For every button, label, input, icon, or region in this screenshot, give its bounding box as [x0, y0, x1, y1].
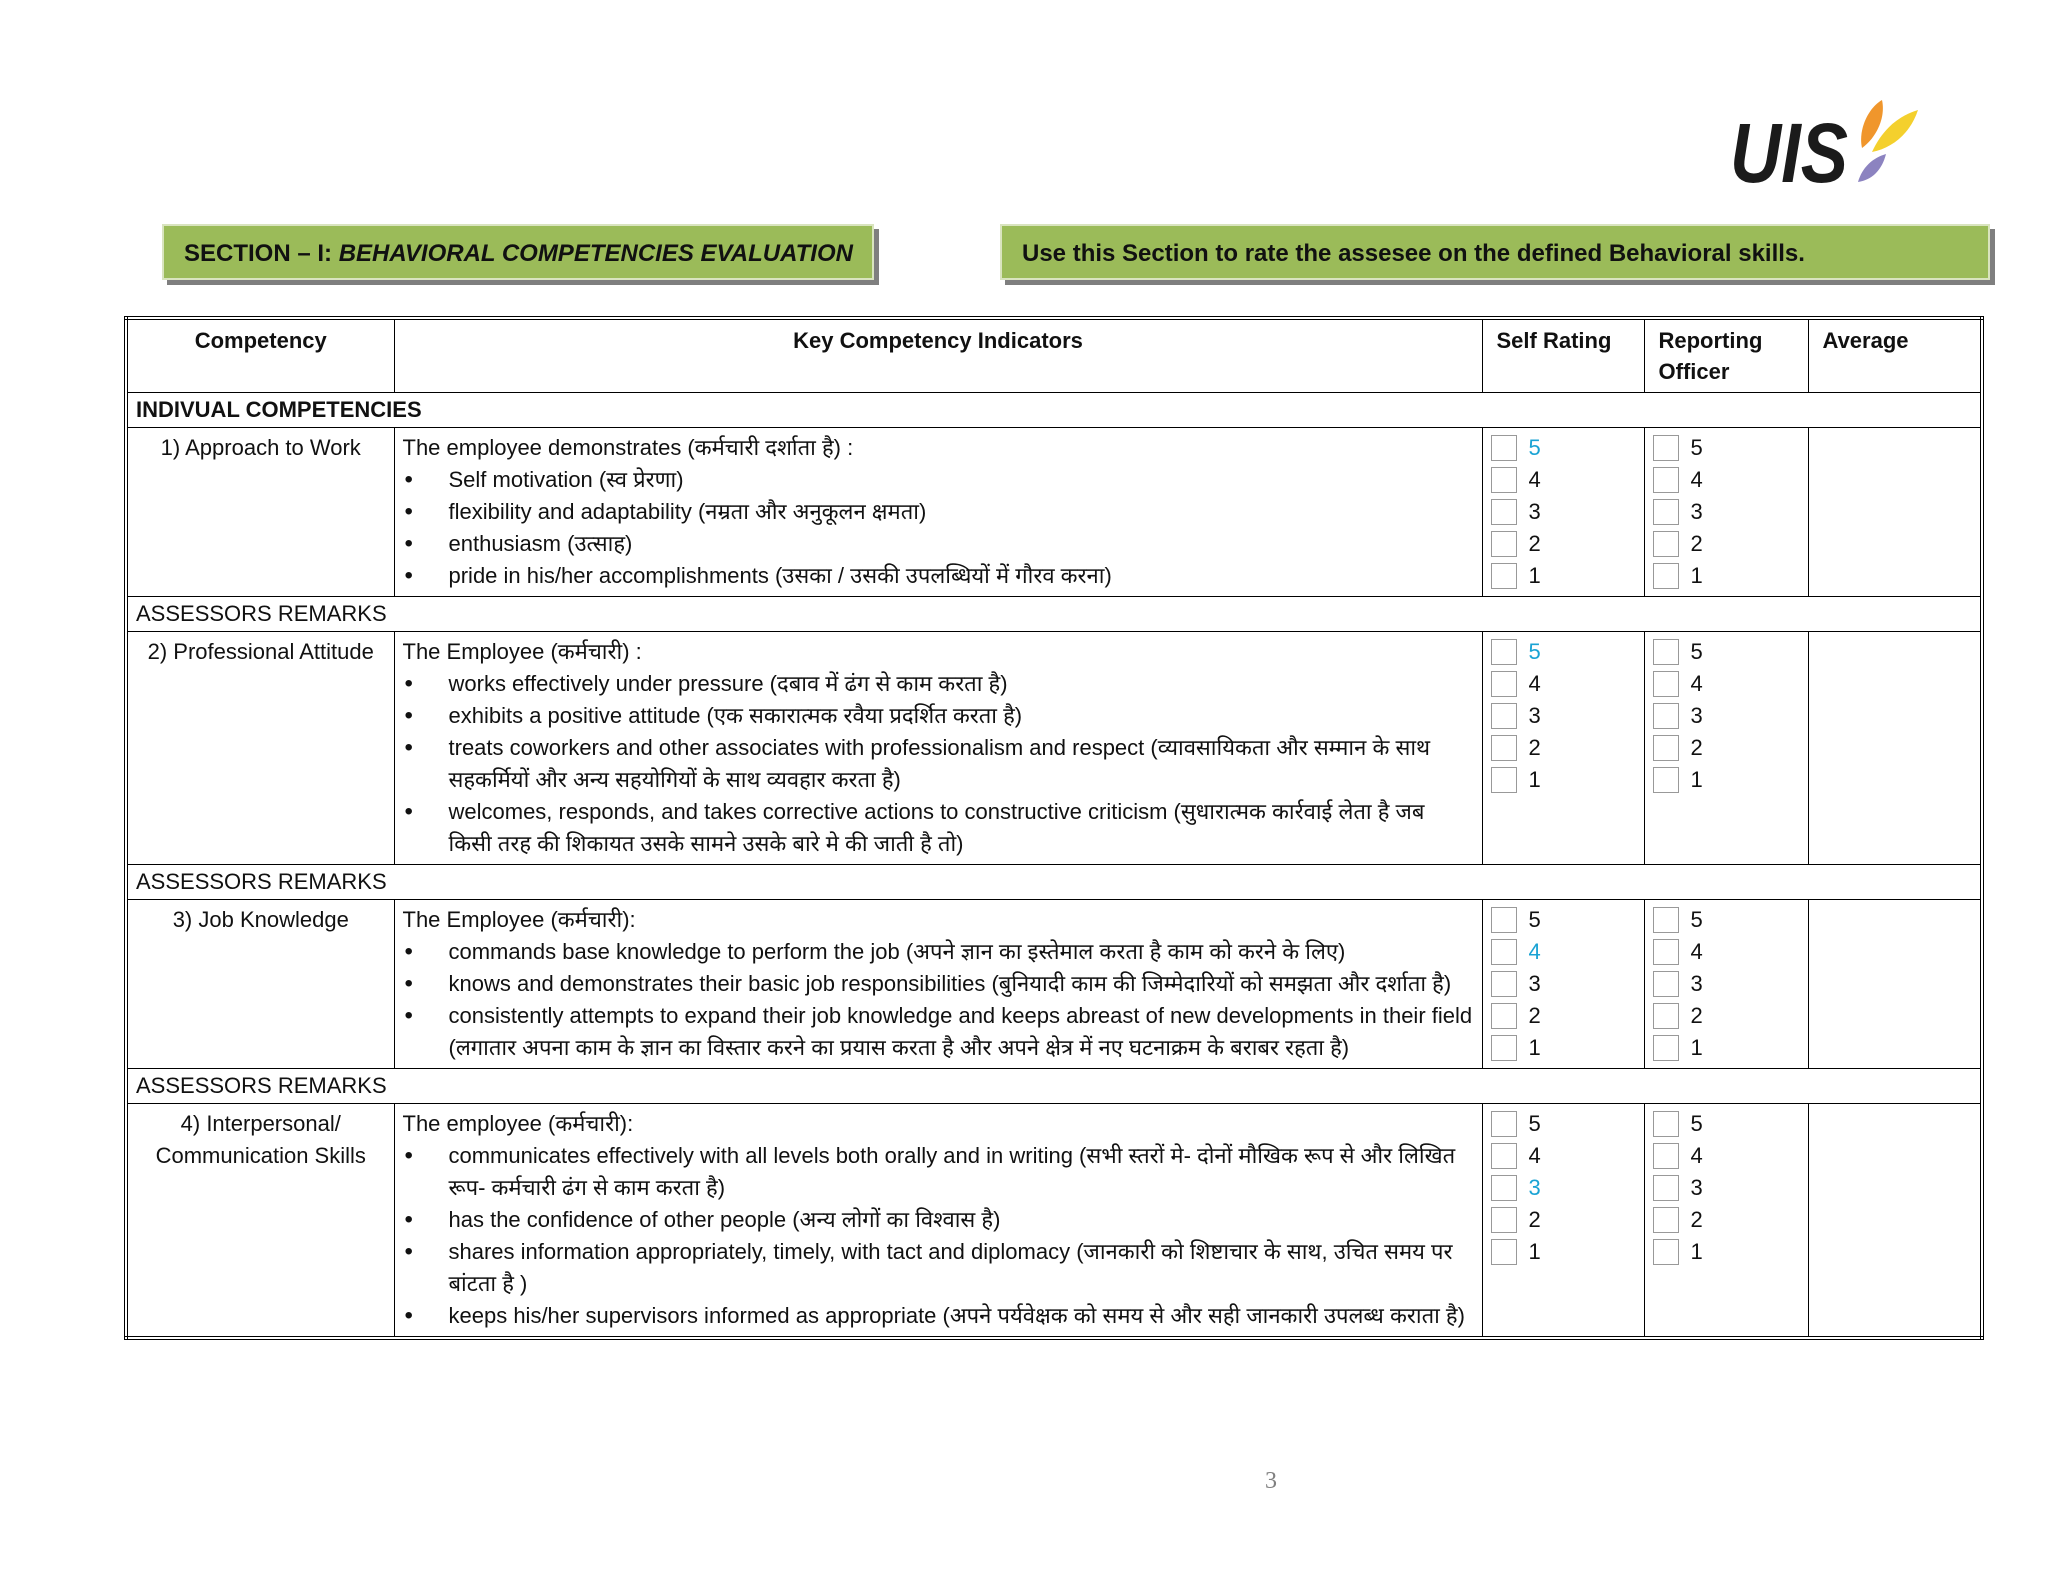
- reporting-option-2[interactable]: [1653, 1204, 1800, 1236]
- reporting-option-label: 4: [1690, 671, 1703, 696]
- self-option-label: 5: [1528, 435, 1541, 460]
- self-option-1[interactable]: [1491, 764, 1636, 796]
- reporting-option-label: 1: [1690, 1239, 1703, 1264]
- self-option-4[interactable]: [1491, 936, 1636, 968]
- reporting-checkbox-5[interactable]: [1653, 435, 1679, 461]
- reporting-option-label: 3: [1690, 971, 1703, 996]
- self-checkbox-2[interactable]: [1491, 1003, 1517, 1029]
- reporting-option-label: 1: [1690, 1035, 1703, 1060]
- reporting-option-label: 3: [1690, 499, 1703, 524]
- self-option-5[interactable]: [1491, 432, 1636, 464]
- reporting-option-1[interactable]: [1653, 764, 1800, 796]
- self-option-label: 3: [1528, 1175, 1541, 1200]
- reporting-option-2[interactable]: [1653, 1000, 1800, 1032]
- indicator-intro: The Employee (कर्मचारी) :: [402, 639, 642, 664]
- header-competency: Competency: [126, 318, 394, 393]
- self-option-5[interactable]: [1491, 1108, 1636, 1140]
- competency-row: [126, 428, 1982, 597]
- competency-evaluation-table: [124, 316, 1984, 1340]
- reporting-option-2[interactable]: [1653, 528, 1800, 560]
- assessors-remarks-label: ASSESSORS REMARKS: [126, 1069, 1982, 1104]
- competency-name: 3) Job Knowledge: [126, 900, 394, 1069]
- indicator-intro: The employee (कर्मचारी):: [402, 1111, 634, 1136]
- indicator-item: • communicates effectively with all levels both orally and in writing (सभी स्तरों मे- दोनों मौखिक रूप से और लिखित रूप- कर्मचारी ढंग से काम करता है): [403, 1140, 1474, 1204]
- self-option-2[interactable]: [1491, 1000, 1636, 1032]
- self-option-1[interactable]: [1491, 1032, 1636, 1064]
- competency-name: 2) Professional Attitude: [126, 632, 394, 865]
- competency-row: [126, 900, 1982, 1069]
- indicator-list: [403, 668, 1474, 860]
- self-option-3[interactable]: [1491, 700, 1636, 732]
- reporting-option-5[interactable]: [1653, 1108, 1800, 1140]
- self-checkbox-3[interactable]: [1491, 971, 1517, 997]
- assessors-remarks-row: [126, 1069, 1982, 1104]
- indicator-item: • pride in his/her accomplishments (उसका / उसकी उपलब्धियों में गौरव करना): [403, 560, 1474, 592]
- self-option-label: 1: [1528, 563, 1541, 588]
- indicator-item: • enthusiasm (उत्साह): [403, 528, 1474, 560]
- self-checkbox-4[interactable]: [1491, 671, 1517, 697]
- reporting-option-5[interactable]: [1653, 432, 1800, 464]
- self-option-1[interactable]: [1491, 560, 1636, 592]
- self-checkbox-2[interactable]: [1491, 735, 1517, 761]
- uis-logo: [1730, 90, 1920, 190]
- reporting-checkbox-2[interactable]: [1653, 531, 1679, 557]
- self-option-label: 2: [1528, 735, 1541, 760]
- header-indicators: Key Competency Indicators: [394, 318, 1482, 393]
- reporting-option-3[interactable]: [1653, 968, 1800, 1000]
- self-option-2[interactable]: [1491, 1204, 1636, 1236]
- reporting-checkbox-2[interactable]: [1653, 1003, 1679, 1029]
- self-option-3[interactable]: [1491, 1172, 1636, 1204]
- self-option-2[interactable]: [1491, 732, 1636, 764]
- reporting-option-3[interactable]: [1653, 1172, 1800, 1204]
- self-option-3[interactable]: [1491, 496, 1636, 528]
- average-cell[interactable]: [1808, 1104, 1982, 1339]
- reporting-rating-cell: [1644, 428, 1808, 597]
- self-checkbox-3[interactable]: [1491, 499, 1517, 525]
- self-checkbox-5[interactable]: [1491, 907, 1517, 933]
- reporting-option-label: 4: [1690, 939, 1703, 964]
- reporting-option-5[interactable]: [1653, 904, 1800, 936]
- section-instruction-box: [1000, 224, 1990, 280]
- reporting-checkbox-4[interactable]: [1653, 939, 1679, 965]
- indicator-item: • flexibility and adaptability (नम्रता और अनुकूलन क्षमता): [403, 496, 1474, 528]
- indicator-item: • consistently attempts to expand their job knowledge and keeps abreast of new developments in their field (लगातार अपना काम के ज्ञान का विस्तार करने का प्रयास करता है और अपने क्षेत्र में नए घटनाक्रम के बराबर रहता है): [403, 1000, 1474, 1064]
- competency-name: 4) Interpersonal/ Communication Skills: [126, 1104, 394, 1339]
- indicator-item: • works effectively under pressure (दबाव में ढंग से काम करता है): [403, 668, 1474, 700]
- self-option-5[interactable]: [1491, 636, 1636, 668]
- assessors-remarks-row: [126, 865, 1982, 900]
- indicator-list: [403, 464, 1474, 592]
- self-rating-cell: [1482, 632, 1644, 865]
- self-option-4[interactable]: [1491, 464, 1636, 496]
- self-checkbox-1[interactable]: [1491, 767, 1517, 793]
- self-option-label: 5: [1528, 1111, 1541, 1136]
- self-option-5[interactable]: [1491, 904, 1636, 936]
- average-cell[interactable]: [1808, 632, 1982, 865]
- reporting-option-3[interactable]: [1653, 700, 1800, 732]
- reporting-option-4[interactable]: [1653, 936, 1800, 968]
- competency-indicators: [394, 1104, 1482, 1339]
- reporting-option-1[interactable]: [1653, 1032, 1800, 1064]
- group-row: [126, 393, 1982, 428]
- self-option-label: 2: [1528, 1207, 1541, 1232]
- competency-row: [126, 1104, 1982, 1339]
- reporting-option-label: 5: [1690, 907, 1703, 932]
- self-option-4[interactable]: [1491, 1140, 1636, 1172]
- average-cell[interactable]: [1808, 900, 1982, 1069]
- competency-indicators: [394, 900, 1482, 1069]
- self-option-label: 5: [1528, 639, 1541, 664]
- indicator-list: [403, 936, 1474, 1064]
- indicator-intro: The Employee (कर्मचारी):: [402, 907, 636, 932]
- self-checkbox-1[interactable]: [1491, 1239, 1517, 1265]
- reporting-checkbox-3[interactable]: [1653, 971, 1679, 997]
- reporting-checkbox-4[interactable]: [1653, 1143, 1679, 1169]
- logo-text: UIS: [1730, 106, 1848, 190]
- self-option-label: 3: [1528, 971, 1541, 996]
- reporting-option-label: 1: [1690, 563, 1703, 588]
- self-rating-cell: [1482, 428, 1644, 597]
- self-checkbox-3[interactable]: [1491, 1175, 1517, 1201]
- self-checkbox-1[interactable]: [1491, 563, 1517, 589]
- indicator-item: • treats coworkers and other associates with professionalism and respect (व्यावसायिकता और सम्मान के साथ सहकर्मियों और अन्य सहयोगियों के साथ व्यवहार करता है): [403, 732, 1474, 796]
- self-option-label: 4: [1528, 467, 1541, 492]
- competency-indicators: [394, 428, 1482, 597]
- reporting-rating-cell: [1644, 900, 1808, 1069]
- assessors-remarks-label: ASSESSORS REMARKS: [126, 865, 1982, 900]
- self-rating-cell: [1482, 900, 1644, 1069]
- indicator-item: • has the confidence of other people (अन्य लोगों का विश्वास है): [403, 1204, 1474, 1236]
- indicator-item: • welcomes, responds, and takes corrective actions to constructive criticism (सुधारात्मक कार्रवाई लेता है जब किसी तरह की शिकायत उसके सामने उसके बारे मे की जाती है तो): [403, 796, 1474, 860]
- section-instruction: Use this Section to rate the assesee on the defined Behavioral skills.: [1022, 240, 1805, 267]
- reporting-checkbox-1[interactable]: [1653, 767, 1679, 793]
- reporting-checkbox-3[interactable]: [1653, 1175, 1679, 1201]
- reporting-checkbox-1[interactable]: [1653, 1035, 1679, 1061]
- self-option-label: 5: [1528, 907, 1541, 932]
- competency-row: [126, 632, 1982, 865]
- section-title: BEHAVIORAL COMPETENCIES EVALUATION: [338, 240, 853, 267]
- self-checkbox-1[interactable]: [1491, 1035, 1517, 1061]
- header-self-rating: Self Rating: [1482, 318, 1644, 393]
- reporting-option-label: 4: [1690, 1143, 1703, 1168]
- reporting-rating-cell: [1644, 632, 1808, 865]
- reporting-checkbox-3[interactable]: [1653, 703, 1679, 729]
- self-rating-cell: [1482, 1104, 1644, 1339]
- self-checkbox-3[interactable]: [1491, 703, 1517, 729]
- self-option-label: 1: [1528, 767, 1541, 792]
- section-prefix: SECTION – I:: [184, 240, 339, 267]
- reporting-checkbox-3[interactable]: [1653, 499, 1679, 525]
- reporting-checkbox-1[interactable]: [1653, 1239, 1679, 1265]
- average-cell[interactable]: [1808, 428, 1982, 597]
- assessors-remarks-label: ASSESSORS REMARKS: [126, 597, 1982, 632]
- reporting-option-5[interactable]: [1653, 636, 1800, 668]
- reporting-option-label: 2: [1690, 1003, 1703, 1028]
- self-option-label: 3: [1528, 499, 1541, 524]
- self-option-2[interactable]: [1491, 528, 1636, 560]
- reporting-option-label: 5: [1690, 639, 1703, 664]
- self-option-3[interactable]: [1491, 968, 1636, 1000]
- competency-name: 1) Approach to Work: [126, 428, 394, 597]
- self-option-label: 1: [1528, 1035, 1541, 1060]
- header-average: Average: [1808, 318, 1982, 393]
- self-checkbox-4[interactable]: [1491, 939, 1517, 965]
- reporting-checkbox-2[interactable]: [1653, 735, 1679, 761]
- self-checkbox-4[interactable]: [1491, 1143, 1517, 1169]
- reporting-checkbox-5[interactable]: [1653, 907, 1679, 933]
- reporting-rating-cell: [1644, 1104, 1808, 1339]
- self-checkbox-2[interactable]: [1491, 531, 1517, 557]
- reporting-option-label: 2: [1690, 531, 1703, 556]
- self-checkbox-5[interactable]: [1491, 639, 1517, 665]
- indicator-intro: The employee demonstrates (कर्मचारी दर्शाता है) :: [402, 435, 854, 460]
- self-option-4[interactable]: [1491, 668, 1636, 700]
- self-option-label: 2: [1528, 1003, 1541, 1028]
- logo-leaf-purple: [1858, 154, 1886, 182]
- reporting-option-3[interactable]: [1653, 496, 1800, 528]
- reporting-option-1[interactable]: [1653, 1236, 1800, 1268]
- assessors-remarks-row: [126, 597, 1982, 632]
- reporting-option-4[interactable]: [1653, 668, 1800, 700]
- page-number: 3: [1265, 1468, 1277, 1494]
- reporting-checkbox-5[interactable]: [1653, 639, 1679, 665]
- indicator-item: • knows and demonstrates their basic job responsibilities (बुनियादी काम की जिम्मेदारियों को समझता और दर्शाता है): [403, 968, 1474, 1000]
- indicator-item: • exhibits a positive attitude (एक सकारात्मक रवैया प्रदर्शित करता है): [403, 700, 1474, 732]
- header-reporting-officer: Reporting Officer: [1644, 318, 1808, 393]
- reporting-option-label: 1: [1690, 767, 1703, 792]
- indicator-item: • Self motivation (स्व प्रेरणा): [403, 464, 1474, 496]
- self-option-label: 4: [1528, 671, 1541, 696]
- self-option-label: 1: [1528, 1239, 1541, 1264]
- reporting-option-label: 3: [1690, 1175, 1703, 1200]
- self-option-label: 2: [1528, 531, 1541, 556]
- reporting-checkbox-1[interactable]: [1653, 563, 1679, 589]
- reporting-option-4[interactable]: [1653, 1140, 1800, 1172]
- reporting-option-label: 4: [1690, 467, 1703, 492]
- group-label: INDIVUAL COMPETENCIES: [126, 393, 1982, 428]
- self-option-label: 3: [1528, 703, 1541, 728]
- reporting-option-1[interactable]: [1653, 560, 1800, 592]
- reporting-option-4[interactable]: [1653, 464, 1800, 496]
- reporting-option-label: 5: [1690, 435, 1703, 460]
- reporting-option-label: 5: [1690, 1111, 1703, 1136]
- table-header-row: [126, 318, 1982, 393]
- reporting-option-2[interactable]: [1653, 732, 1800, 764]
- self-checkbox-5[interactable]: [1491, 1111, 1517, 1137]
- indicator-item: • shares information appropriately, timely, with tact and diplomacy (जानकारी को शिष्टाचार के साथ, उचित समय पर बांटता है ): [403, 1236, 1474, 1300]
- indicator-item: • commands base knowledge to perform the job (अपने ज्ञान का इस्तेमाल करता है काम को करने के लिए): [403, 936, 1474, 968]
- reporting-option-label: 3: [1690, 703, 1703, 728]
- self-checkbox-2[interactable]: [1491, 1207, 1517, 1233]
- self-option-1[interactable]: [1491, 1236, 1636, 1268]
- reporting-checkbox-4[interactable]: [1653, 467, 1679, 493]
- indicator-item: • keeps his/her supervisors informed as appropriate (अपने पर्यवेक्षक को समय से और सही जानकारी उपलब्ध कराता है): [403, 1300, 1474, 1332]
- reporting-option-label: 2: [1690, 735, 1703, 760]
- reporting-checkbox-5[interactable]: [1653, 1111, 1679, 1137]
- self-option-label: 4: [1528, 1143, 1541, 1168]
- reporting-option-label: 2: [1690, 1207, 1703, 1232]
- indicator-list: [403, 1140, 1474, 1332]
- competency-indicators: [394, 632, 1482, 865]
- section-title-box: [162, 224, 874, 280]
- self-checkbox-5[interactable]: [1491, 435, 1517, 461]
- self-option-label: 4: [1528, 939, 1541, 964]
- reporting-checkbox-2[interactable]: [1653, 1207, 1679, 1233]
- reporting-checkbox-4[interactable]: [1653, 671, 1679, 697]
- self-checkbox-4[interactable]: [1491, 467, 1517, 493]
